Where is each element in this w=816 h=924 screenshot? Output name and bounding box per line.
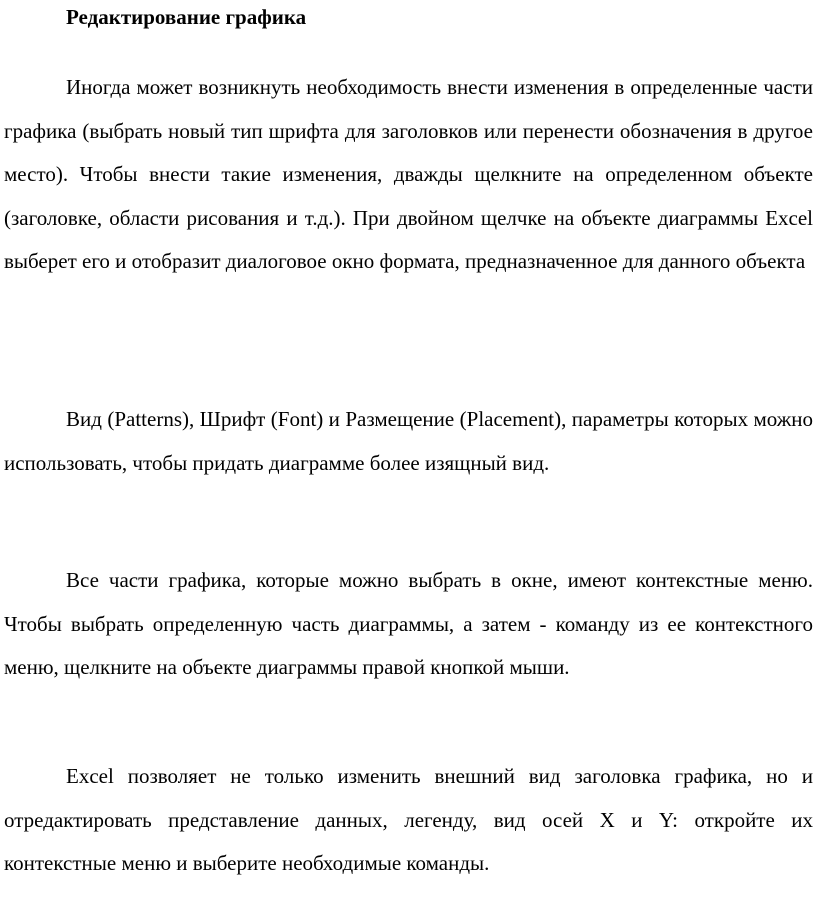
document-title: Редактирование графика bbox=[66, 5, 307, 29]
paragraph-editing-intro: Иногда может возникнуть необходимость внести изменения в определенные части графика (выбрать новый тип шрифта для заголовков или перенести обозначения в другое место). Чтобы внести такие изменения, дважды щелкните на определенном объекте (заголовке, области рисования и т.д.). При двойном щелчке на объекте диаграммы Excel выберет его и отобразит диалоговое окно формата, предназначенное для данного объекта bbox=[4, 75, 813, 274]
paragraph-excel-capabilities: Excel позволяет не только изменить внешний вид заголовка графика, но и отредактировать представление данных, легенду, вид осей X и Y: откройте их контекстные меню и выберите необходимые команды. bbox=[4, 764, 813, 876]
paragraph-format-options: Вид (Patterns), Шрифт (Font) и Размещение (Placement), параметры которых можно использовать, чтобы придать диаграмме более изящный вид. bbox=[4, 407, 813, 475]
paragraph-context-menus: Все части графика, которые можно выбрать в окне, имеют контекстные меню. Чтобы выбрать определенную часть диаграммы, а затем - команду из ее контекстного меню, щелкните на объекте диаграммы правой кнопкой мыши. bbox=[4, 568, 813, 680]
